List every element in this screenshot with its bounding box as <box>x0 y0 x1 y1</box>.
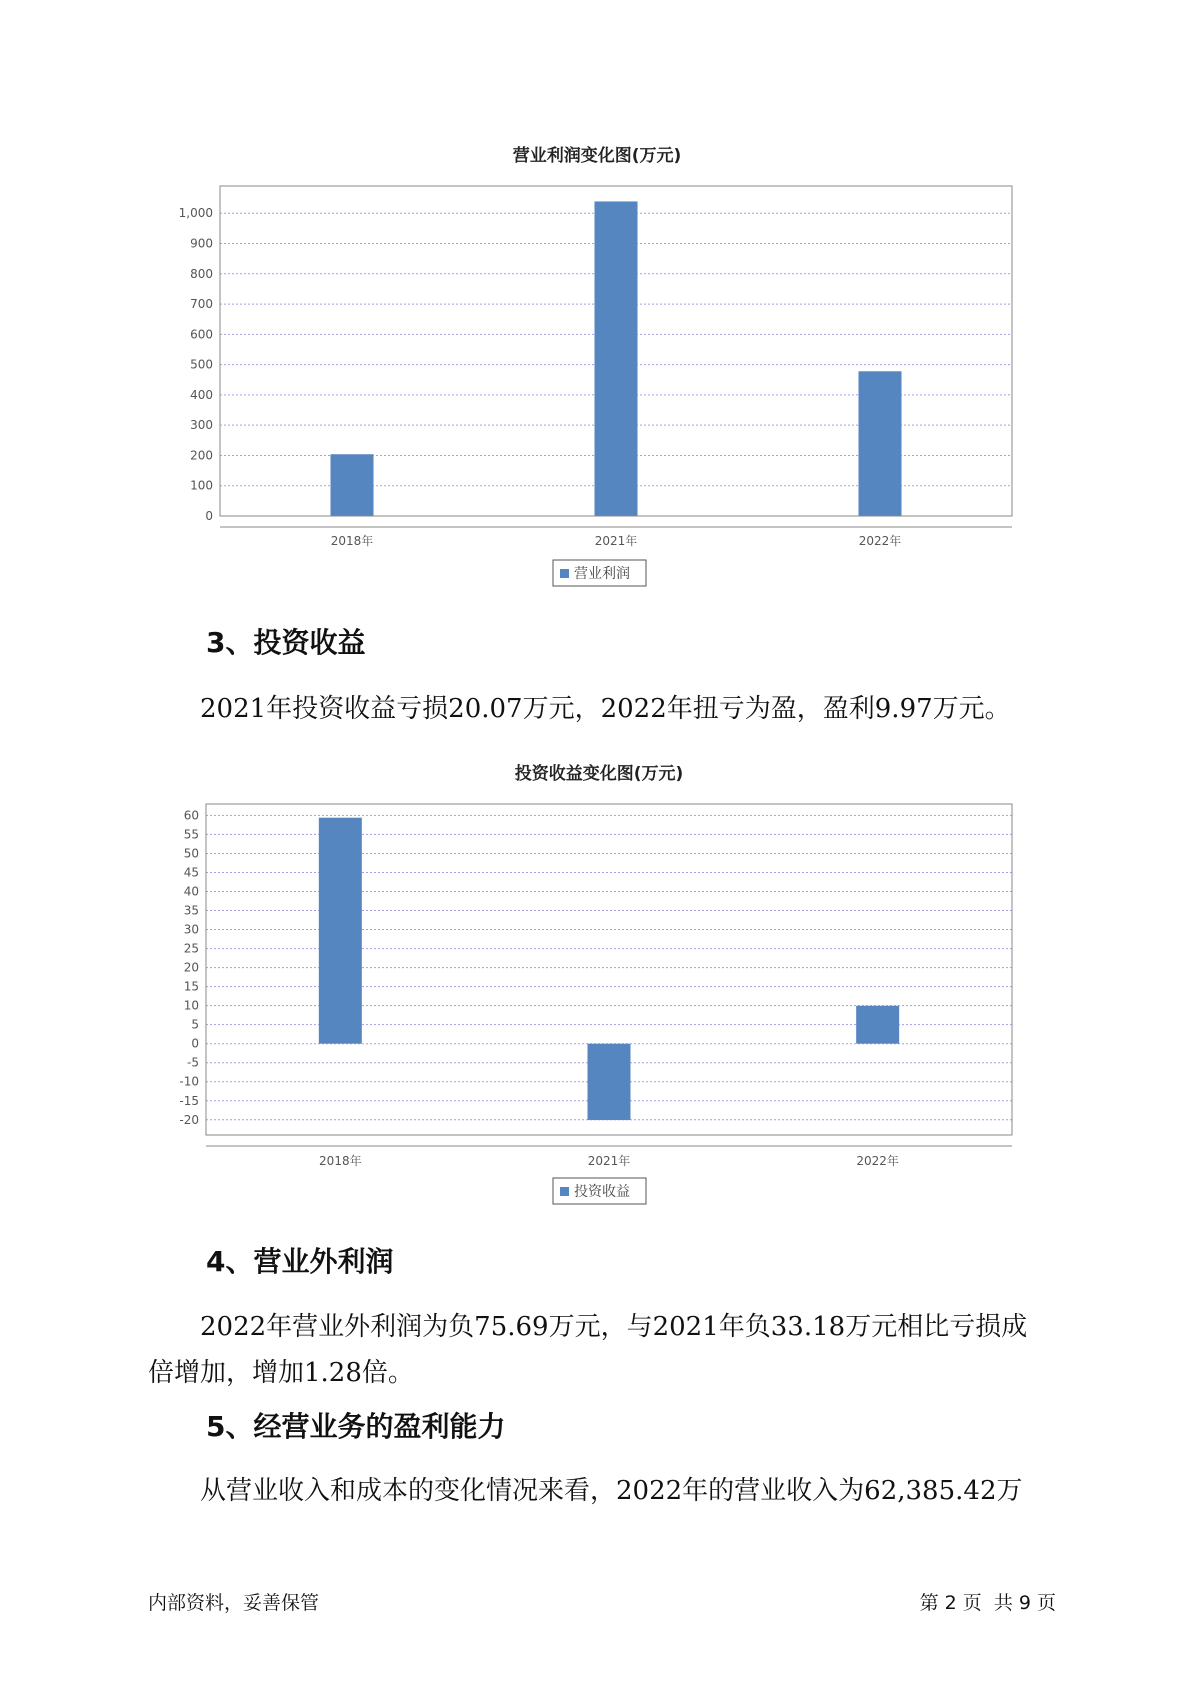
y-tick-label: 500 <box>190 357 213 372</box>
y-tick-label: 900 <box>190 236 213 251</box>
profitability-paragraph: 从营业收入和成本的变化情况来看，2022年的营业收入为62,385.42万 <box>200 1476 1023 1506</box>
x-tick-label: 2018年 <box>319 1154 362 1168</box>
investment-income-chart <box>0 750 1191 1200</box>
legend-swatch <box>560 1187 569 1196</box>
y-tick-label: 300 <box>190 418 213 433</box>
y-tick-label: 55 <box>183 827 199 842</box>
y-tick-label: 30 <box>183 922 199 937</box>
chart-title: 营业利润变化图(万元) <box>512 146 682 166</box>
y-tick-label: 40 <box>183 884 199 899</box>
section-heading-non-operating-profit: 4、营业外利润 <box>206 1245 394 1278</box>
bar-1 <box>319 818 362 1044</box>
y-tick-label: -20 <box>179 1112 199 1127</box>
section-heading-profitability: 5、经营业务的盈利能力 <box>206 1410 506 1443</box>
bar-1 <box>331 454 374 516</box>
y-tick-label: 400 <box>190 387 213 402</box>
y-tick-label: 600 <box>190 327 213 342</box>
y-tick-label: 700 <box>190 297 213 312</box>
y-tick-label: 35 <box>183 903 199 918</box>
non-operating-profit-paragraph: 2022年营业外利润为负75.69万元，与2021年负33.18万元相比亏损成倍增加，增加1.28倍。 <box>148 1312 1028 1388</box>
footer-confidential-note: 内部资料，妥善保管 <box>148 1592 320 1614</box>
y-tick-label: 0 <box>205 509 213 523</box>
y-tick-label: 50 <box>183 846 199 861</box>
investment-income-paragraph: 2021年投资收益亏损20.07万元，2022年扭亏为盈，盈利9.97万元。 <box>200 694 1011 724</box>
y-tick-label: 10 <box>183 998 199 1013</box>
y-tick-label: 100 <box>190 478 213 493</box>
x-tick-label: 2021年 <box>594 534 638 548</box>
bar-3 <box>859 371 902 516</box>
legend-swatch <box>560 569 569 578</box>
y-tick-label: 5 <box>191 1017 199 1032</box>
x-tick-label: 2018年 <box>330 534 374 548</box>
y-tick-label: -10 <box>179 1074 199 1089</box>
operating-profit-chart <box>0 130 1191 600</box>
bar-3 <box>856 1006 899 1044</box>
legend-label: 投资收益 <box>574 1184 630 1200</box>
legend <box>553 560 646 586</box>
y-tick-label: 60 <box>183 808 199 823</box>
y-tick-label: 25 <box>183 941 199 956</box>
y-tick-label: -15 <box>179 1093 199 1108</box>
legend-label: 营业利润 <box>574 566 630 582</box>
x-tick-label: 2021年 <box>587 1154 631 1168</box>
y-tick-label: 1,000 <box>178 206 213 221</box>
y-tick-label: 20 <box>183 960 199 975</box>
chart-title: 投资收益变化图(万元) <box>514 764 684 784</box>
bar-2 <box>595 201 638 516</box>
y-tick-label: 800 <box>190 266 213 281</box>
bar-2 <box>588 1044 631 1120</box>
y-tick-label: 200 <box>190 448 213 463</box>
y-tick-label: -5 <box>187 1055 199 1070</box>
x-tick-label: 2022年 <box>858 534 902 548</box>
y-tick-label: 0 <box>191 1036 199 1051</box>
footer-page-number: 第 2 页 共 9 页 <box>919 1592 1056 1614</box>
x-tick-label: 2022年 <box>856 1154 899 1168</box>
y-tick-label: 45 <box>183 865 199 880</box>
section-heading-investment-income: 3、投资收益 <box>206 626 366 659</box>
legend <box>553 1178 646 1204</box>
y-tick-label: 15 <box>183 979 199 994</box>
